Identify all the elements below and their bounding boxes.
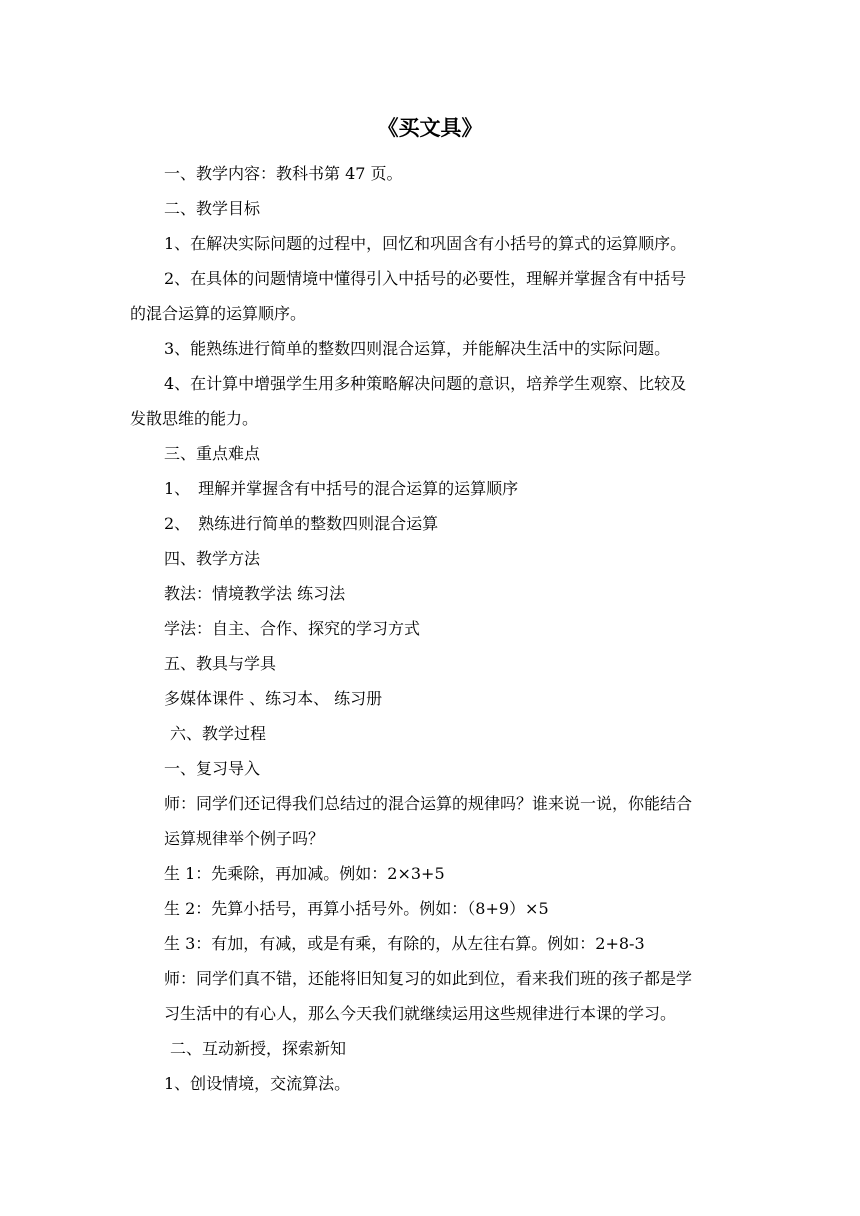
text-line: 运算规律举个例子吗？	[164, 829, 325, 848]
text-line: 生 3：有加，有减，或是有乘，有除的，从左往右算。例如：2+8-3	[164, 934, 645, 953]
text-line: 1、创设情境，交流算法。	[164, 1074, 351, 1093]
text-line: 发散思维的能力。	[130, 409, 259, 428]
document-title: 《买文具》	[377, 115, 483, 140]
text-line: 2、在具体的问题情境中懂得引入中括号的必要性，理解并掌握含有中括号	[164, 269, 687, 288]
text-line: 二、互动新授，探索新知	[170, 1039, 347, 1058]
text-line: 四、教学方法	[164, 549, 261, 568]
text-line: 一、复习导入	[164, 759, 261, 778]
text-line: 3、能熟练进行简单的整数四则混合运算，并能解决生活中的实际问题。	[164, 339, 671, 358]
text-line: 生 2：先算小括号，再算小括号外。例如：（8+9）×5	[164, 899, 549, 918]
text-line: 4、在计算中增强学生用多种策略解决问题的意识，培养学生观察、比较及	[164, 374, 687, 393]
text-line: 1、 理解并掌握含有中括号的混合运算的运算顺序	[164, 479, 519, 498]
text-line: 三、重点难点	[164, 444, 261, 463]
text-line: 习生活中的有心人，那么今天我们就继续运用这些规律进行本课的学习。	[164, 1004, 677, 1023]
text-line: 学法：自主、合作、探究的学习方式	[164, 619, 421, 638]
text-line: 五、教具与学具	[164, 654, 277, 673]
text-line: 一、教学内容：教科书第 47 页。	[164, 164, 403, 183]
text-line: 1、在解决实际问题的过程中，回忆和巩固含有小括号的算式的运算顺序。	[164, 234, 687, 253]
text-line: 的混合运算的运算顺序。	[130, 304, 307, 323]
text-line: 师：同学们还记得我们总结过的混合运算的规律吗？谁来说一说，你能结合	[164, 794, 693, 813]
text-line: 二、教学目标	[164, 199, 261, 218]
document-body	[130, 156, 730, 1101]
text-line: 教法：情境教学法 练习法	[164, 584, 346, 603]
text-line: 2、 熟练进行简单的整数四则混合运算	[164, 514, 439, 533]
text-line: 生 1：先乘除，再加减。例如：2×3+5	[164, 864, 445, 883]
text-line: 多媒体课件 、练习本、 练习册	[164, 689, 383, 708]
text-line: 六、教学过程	[170, 724, 267, 743]
text-line: 师：同学们真不错，还能将旧知复习的如此到位，看来我们班的孩子都是学	[164, 969, 693, 988]
